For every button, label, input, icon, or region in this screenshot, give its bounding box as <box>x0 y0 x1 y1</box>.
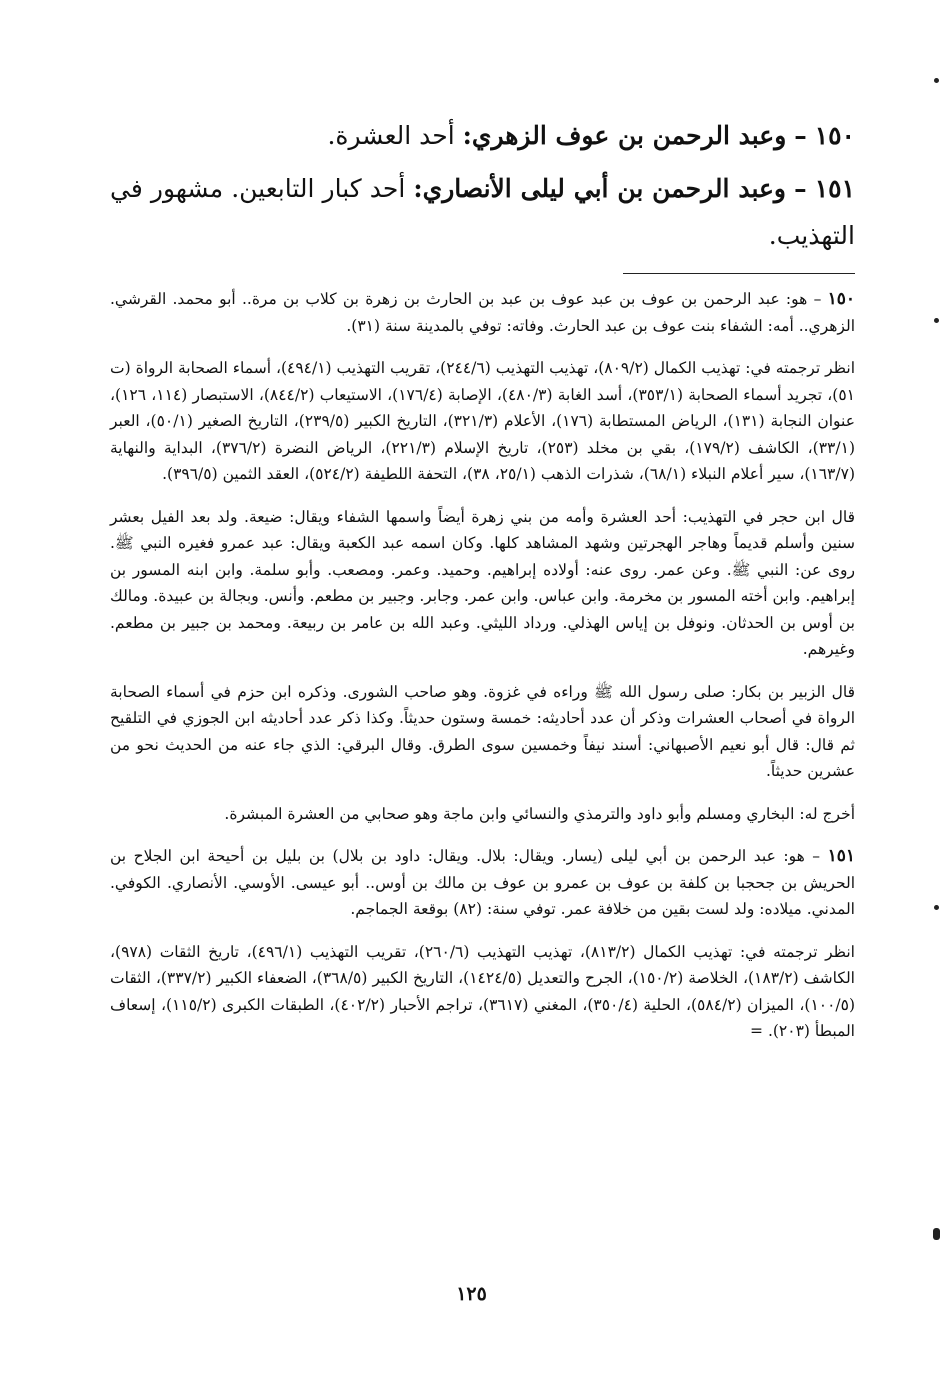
footnote-number: ١٥١ <box>827 846 855 866</box>
footnote-text: أخرج له: البخاري ومسلم وأبو داود والترمذي والنسائي وابن ماجة وهو صحابي من العشرة المبشرة. <box>224 804 855 823</box>
entry-name: وعبد الرحمن بن أبي ليلى الأنصاري: <box>413 174 786 203</box>
footnote-text: – هو: عبد الرحمن بن عوف بن عبد عوف بن عبد بن الحارث بن زهرة بن كلاب بن مرة.. أبو محمد. القرشي. الزهري.. أمه: الشفاء بنت عوف بن عبد الحارث. وفاته: توفي بالمدينة سنة (٣١). <box>110 290 855 335</box>
footnote-text: انظر ترجمته في: تهذيب الكمال (٨١٣/٢)، تهذيب التهذيب (٢٦٠/٦)، تقريب التهذيب (٤٩٦/١)، تاريخ الثقات (٩٧٨)، الكاشف (١٨٣/٢)، الخلاصة (١٥٠/٢)، الجرح والتعديل (١٤٢٤/٥)، التاريخ الكبير (٣٦٨/٥)، الضعفاء الكبير (٣٣٧/٢)، الثقات (١٠٠/٥)، الميزان (٥٨٤/٢)، الحلية (٣٥٠/٤)، المغني (٣٦١٧)، تراجم الأحبار (٤٠٢/٢)، الطبقات الكبرى (١١٥/٢)، إسعاف المبطأ (٢٠٣). = <box>110 942 856 1040</box>
main-entry-150 <box>110 112 855 159</box>
footnote-150-ibn-hajar <box>110 504 855 663</box>
footnote-150-narrators <box>110 801 855 828</box>
scan-speck <box>934 318 939 323</box>
page-number: ١٢٥ <box>456 1283 487 1305</box>
entry-description: أحد كبار التابعين. مشهور في التهذيب. <box>110 174 855 250</box>
scan-speck <box>934 905 939 910</box>
footnote-150-bio <box>110 286 855 339</box>
footnote-text: قال ابن حجر في التهذيب: أحد العشرة وأمه من بني زهرة أيضاً واسمها الشفاء ويقال: ضيعة. ولد بعد الفيل بعشر سنين وأسلم قديماً وهاجر الهجرتين وشهد المشاهد كلها. وكان اسمه عبد الكعبة ويقال: عبد عمرو فغيره النبي ﷺ. روى عن: النبي ﷺ. وعن عمر. روى عنه: أولاده إبراهيم. وحميد. وعمر. ومصعب. وأبو سلمة. وابن ابنه المسور بن إبراهيم. وابن أخته المسور بن مخرمة. وابن عباس. وابن عمر. وجابر. وجبير بن مطعم. وأنس. وبجالة بن عبيدة. ومالك بن أوس بن الحدثان. ونوفل بن إياس الهذلي. ورداد الليثي. وعبد الله بن عامر بن ربيعة. ومحمد بن جبير بن مطعم. وغيرهم. <box>110 507 855 658</box>
entry-number: ١٥٠ <box>814 121 855 150</box>
entry-description: أحد العشرة. <box>327 121 455 150</box>
footnote-150-sources <box>110 355 855 488</box>
footnote-151-bio <box>110 843 855 923</box>
scan-speck <box>934 78 939 83</box>
footnote-text: قال الزبير بن بكار: صلى رسول الله ﷺ وراءه في غزوة. وهو صاحب الشورى. وذكره ابن حزم في أسماء الصحابة الرواة في أصحاب العشرات وذكر أن عدد أحاديثه: خمسة وستون حديثاً. وكذا ذكر عدد أحاديثه ابن الجوزي في التلقيح ثم قال: قال أبو نعيم الأصبهاني: أسند نيفاً وخمسين سوى الطرق. وقال البرقي: الذي جاء عنه من الحديث نحو من عشرين حديثاً. <box>110 682 855 780</box>
entry-name: وعبد الرحمن بن عوف الزهري: <box>462 121 787 150</box>
page-body <box>110 112 855 1061</box>
main-entry-151 <box>110 165 855 259</box>
footnote-151-sources <box>110 939 855 1045</box>
entry-dash: – <box>794 121 807 150</box>
entry-number: ١٥١ <box>814 174 856 203</box>
footnote-150-zubayr <box>110 679 855 785</box>
footnote-number: ١٥٠ <box>827 289 855 309</box>
footnote-text: – هو: عبد الرحمن بن أبي ليلى (يسار. ويقال: بلال. ويقال: داود بن بلال) بن بليل بن أحيحة ابن الجلاح بن الحريش بن جحجبا بن كلفة بن عوف بن عمرو بن عوف بن مالك بن أوس.. أبو عيسى. الأوسي. الأنصاري. الكوفي. المدني. ميلاده: ولد لست بقين من خلافة عمر. توفي سنة: (٨٢) بوقعة الجماجم. <box>110 847 855 918</box>
entry-dash: – <box>794 174 807 203</box>
scan-speck <box>933 1228 940 1240</box>
footnote-text: انظر ترجمته في: تهذيب الكمال (٨٠٩/٢)، تهذيب التهذيب (٢٤٤/٦)، تقريب التهذيب (٤٩٤/١)، أسماء الصحابة الرواة (ت ٥١)، تجريد أسماء الصحابة (٣٥٣/١)، أسد الغابة (٤٨٠/٣)، الإصابة (١٧٦/٤)، الاستيعاب (٨٤٤/٢)، الاستبصار (١١٤، ١٢٦)، عنوان النجابة (١٣١)، الرياض المستطابة (١٧٦)، الأعلام (٣٢١/٣)، التاريخ الكبير (٢٣٩/٥)، التاريخ الصغير (٥٠/١)، العبر (٣٣/١)، الكاشف (١٧٩/٢)، بقي بن مخلد (٢٥٣)، تاريخ الإسلام (٢٢١/٣)، الرياض النضرة (٣٧٦/٢)، البداية والنهاية (١٦٣/٧)، سير أعلام النبلاء (٦٨/١)، شذرات الذهب (٢٥/١، ٣٨)، التحفة اللطيفة (٥٢٤/٢)، العقد الثمين (٣٩٦/٥). <box>110 359 856 483</box>
footnote-divider <box>623 273 855 274</box>
